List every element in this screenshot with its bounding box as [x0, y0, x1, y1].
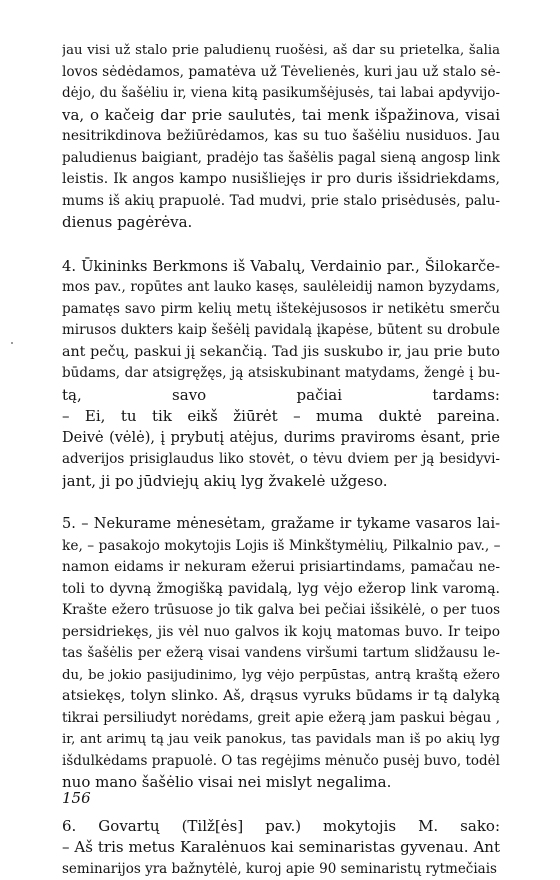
text-line: Deivė (vėlė), į prybutį atėjus, durims praviroms ėsant, prie	[62, 428, 500, 450]
text-line: persidriekęs, jis vėl nuo galvos ik kojų matomas buvo. Ir teipo	[62, 622, 500, 644]
paragraph	[62, 256, 500, 493]
text-line: jau visi už stalo prie paludienų ruošėsi, aš dar su prietelka, šalia	[62, 40, 500, 62]
paragraph-gap	[62, 794, 500, 816]
text-line: tikrai persiliudyt norėdams, greit apie ežerą jam paskui bėgau ,	[62, 708, 500, 730]
text-line: namon eidams ir nekuram ežerui prisiartindams, pamačau ne-	[62, 557, 500, 579]
text-line: ir, ant arimų tą jau veik panokus, tas pavidals man iš po akių lyg	[62, 729, 500, 751]
text-line: tas šašėlis per ežerą visai vandens viršumi tartum slidžausu le-	[62, 643, 500, 665]
text-line: 5. – Nekurame mėnesėtam, gražame ir tykame vasaros lai-	[62, 514, 500, 536]
text-line: dienus pagėrėva.	[62, 212, 500, 234]
paragraph	[62, 514, 500, 794]
text-line: dėjo, du šašėliu ir, viena kitą pasikumšėjusės, tai labai apdyvijo-	[62, 83, 500, 105]
text-line: va, o kačeig dar prie saulutės, tai menk išpažinova, visai	[62, 105, 500, 127]
text-line: 6. Govartų (Tilž[ės] pav.) mokytojis M. sako:	[62, 816, 500, 838]
text-line: ant pečų, paskui jį sekančią. Tad jis suskubo ir, jau prie buto	[62, 342, 500, 364]
page-number: 156	[62, 788, 91, 808]
text-line: būdams, dar atsigręžęs, ją atsiskubinant matydams, žengė į bu-	[62, 363, 500, 385]
text-line: ke, – pasakojo mokytojis Lojis iš Minkštymėlių, Pilkalnio pav., –	[62, 536, 500, 558]
margin-mark	[11, 342, 13, 344]
text-line: adverijos prisiglaudus liko stovėt, o tėvu dviem per ją besidyvi-	[62, 449, 500, 471]
text-line: mirusos dukters kaip šešėlį pavidalą įkapėse, būtent su drobule	[62, 320, 500, 342]
text-line: seminarijos yra bažnytėlė, kuroj apie 90 seminaristų rytmečiais	[62, 859, 500, 880]
text-block	[62, 40, 500, 880]
text-line: jant, ji po jūdviejų akių lyg žvakelė užgeso.	[62, 471, 500, 493]
text-line: – Aš tris metus Karalėnuos kai seminaristas gyvenau. Ant	[62, 837, 500, 859]
text-line: nuo mano šašėlio visai nei mislyt negalima.	[62, 772, 500, 794]
text-line: atsiekęs, tolyn slinko. Aš, drąsus vyruks būdams ir tą dalyką	[62, 686, 500, 708]
text-line: Krašte ežero trūsuose jo tik galva bei pečiai išsikėlė, o per tuos	[62, 600, 500, 622]
text-line: tą, savo pačiai tardams:	[62, 385, 500, 407]
paragraph-gap	[62, 492, 500, 514]
paragraph	[62, 816, 500, 880]
text-line: lovos sėdėdamos, pamatėva už Tėvelienės, kuri jau už stalo sė-	[62, 62, 500, 84]
text-line: toli to dyvną žmogišką pavidalą, lyg vėjo ežerop link varomą.	[62, 579, 500, 601]
text-line: 4. Ūkininks Berkmons iš Vabalų, Verdainio par., Šilokarče-	[62, 256, 500, 278]
text-line: išdulkėdams prapuolė. O tas regėjims mėnučo pusėj buvo, todėl	[62, 751, 500, 773]
text-line: mums iš akių prapuolė. Tad mudvi, prie stalo prisėdusės, palu-	[62, 191, 500, 213]
text-line: – Ei, tu tik eikš žiūrėt – muma duktė pareina.	[62, 406, 500, 428]
text-line: paludienus baigiant, pradėjo tas šašėlis pagal sieną angosp link	[62, 148, 500, 170]
text-line: nesitrikdinova bežiūrėdamos, kas su tuo šašėliu nusiduos. Jau	[62, 126, 500, 148]
text-line: mos pav., ropūtes ant lauko kasęs, saulėleidij namon byzydams,	[62, 277, 500, 299]
paragraph	[62, 40, 500, 234]
text-line: du, be jokio pasijudinimo, lyg vėjo perpūstas, antrą kraštą ežero	[62, 665, 500, 687]
text-line: pamatęs savo pirm kelių metų ištekėjusosos ir netikėtu smerču	[62, 299, 500, 321]
text-line: leistis. Ik angos kampo nusišliejęs ir pro duris išsidriekdams,	[62, 169, 500, 191]
paragraph-gap	[62, 234, 500, 256]
